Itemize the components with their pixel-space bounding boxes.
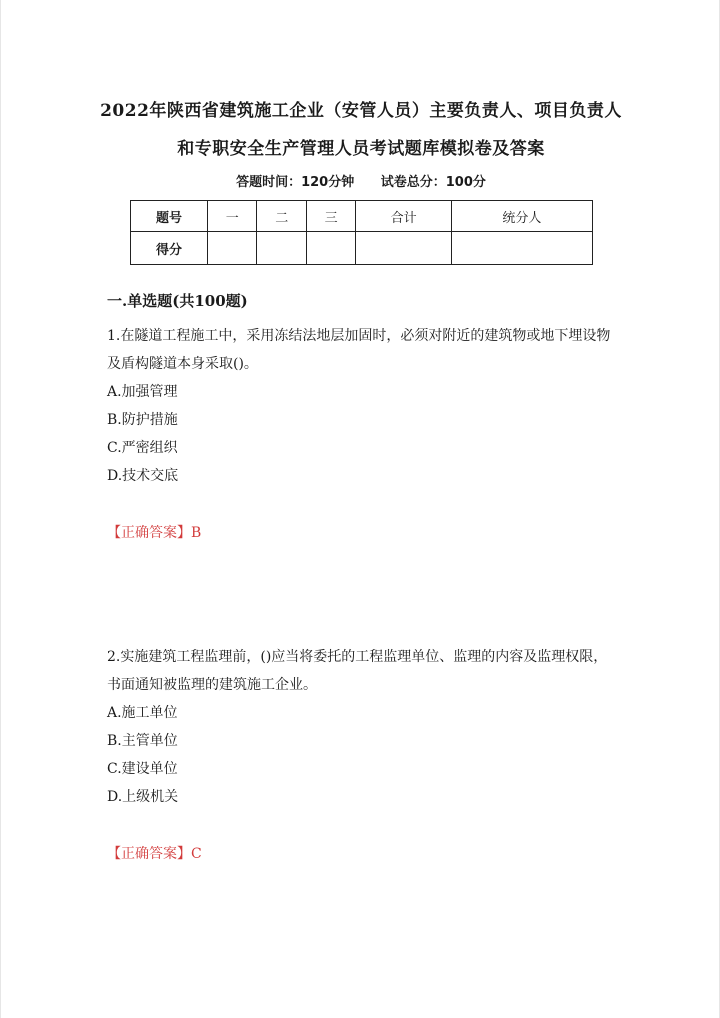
question-option: B.防护措施 bbox=[107, 412, 178, 428]
score-table-empty-cell bbox=[306, 232, 355, 265]
score-table bbox=[130, 200, 593, 265]
correct-answer: 【正确答案】C bbox=[107, 846, 202, 862]
score-table-empty-cell bbox=[451, 232, 592, 265]
total-score: 试卷总分：100分 bbox=[380, 175, 486, 190]
section-title: 一.单选题(共100题) bbox=[107, 292, 248, 310]
score-table-header-cell: 合计 bbox=[356, 201, 451, 232]
question-option: B.主管单位 bbox=[107, 733, 178, 749]
question-option: A.加强管理 bbox=[107, 384, 178, 400]
correct-answer: 【正确答案】B bbox=[107, 525, 202, 541]
question-stem: 2.实施建筑工程监理前，()应当将委托的工程监理单位、监理的内容及监理权限，书面通知被监理的建筑施工企业。 bbox=[107, 649, 608, 693]
question-option: C.建设单位 bbox=[107, 761, 178, 777]
question-option: D.技术交底 bbox=[107, 468, 179, 484]
score-table-header-row bbox=[131, 201, 593, 232]
document-title-line-2: 和专职安全生产管理人员考试题库模拟卷及答案 bbox=[177, 139, 545, 159]
score-table-header-cell: 题号 bbox=[131, 201, 208, 232]
score-table-score-row bbox=[131, 232, 593, 265]
score-table-row-label: 得分 bbox=[131, 232, 208, 265]
question-option: D.上级机关 bbox=[107, 789, 179, 805]
question-option: A.施工单位 bbox=[107, 705, 178, 721]
score-table-empty-cell bbox=[208, 232, 257, 265]
exam-meta bbox=[1, 171, 720, 190]
score-table-header-cell: 三 bbox=[306, 201, 355, 232]
score-table-header-cell: 一 bbox=[208, 201, 257, 232]
question-option: C.严密组织 bbox=[107, 440, 178, 456]
question-stem: 1.在隧道工程施工中，采用冻结法地层加固时，必须对附近的建筑物或地下埋设物及盾构隧道本身采取()。 bbox=[107, 328, 611, 372]
score-table-header-cell: 统分人 bbox=[451, 201, 592, 232]
exam-time: 答题时间：120分钟 bbox=[236, 175, 355, 190]
document-title-line-1: 2022年陕西省建筑施工企业（安管人员）主要负责人、项目负责人 bbox=[100, 101, 622, 121]
score-table-empty-cell bbox=[356, 232, 451, 265]
score-table-header-cell: 二 bbox=[257, 201, 306, 232]
score-table-empty-cell bbox=[257, 232, 306, 265]
